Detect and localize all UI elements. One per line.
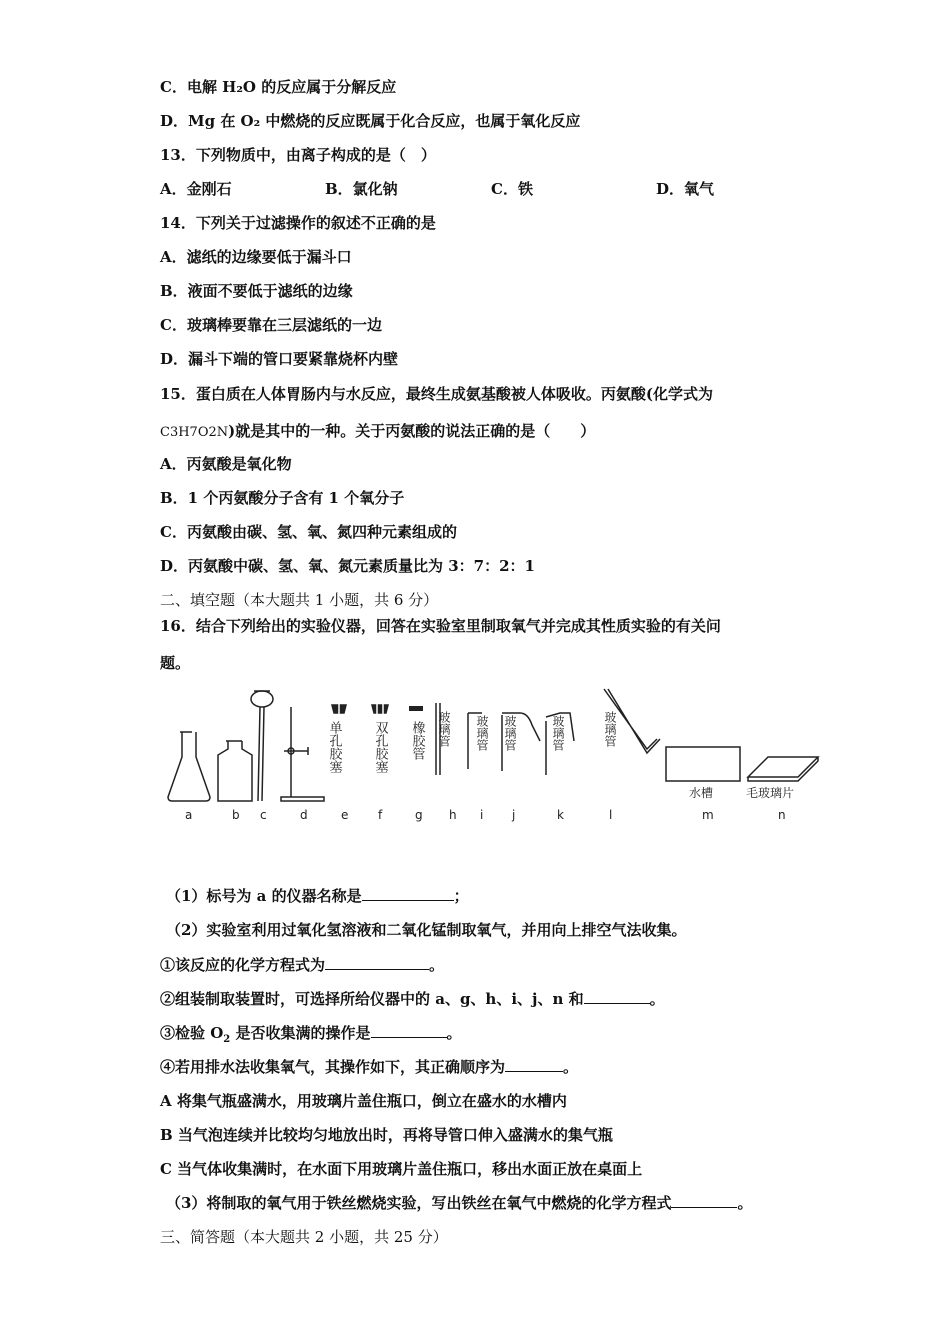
q14-option-c: C．玻璃棒要靠在三层滤纸的一边 [160, 316, 382, 334]
q16-sub3-blank[interactable] [671, 1193, 737, 1208]
q16-stem-line2: 题。 [160, 654, 191, 672]
q16-sub2-1-blank[interactable] [325, 955, 429, 970]
q16-step-c: C 当气体收集满时，在水面下用玻璃片盖住瓶口，移出水面正放在桌面上 [160, 1160, 643, 1178]
q16-sub2: （2）实验室利用过氧化氢溶液和二氧化锰制取氧气，并用向上排空气法收集。 [166, 921, 687, 939]
q15-option-a: A．丙氨酸是氧化物 [160, 455, 292, 473]
conical-flask-icon [168, 732, 210, 801]
q16-sub3-text: （3）将制取的氧气用于铁丝燃烧实验，写出铁丝在氧气中燃烧的化学方程式 [166, 1194, 672, 1212]
q13-option-a: A．金刚石 [160, 180, 232, 198]
q13-options [160, 179, 760, 199]
q16-sub2-2-blank[interactable] [584, 989, 650, 1004]
q16-sub2-4 [160, 1057, 578, 1077]
letter-c: c [260, 808, 267, 822]
q16-sub2-4-end: 。 [563, 1058, 579, 1076]
q12-option-d: D．Mg 在 O₂ 中燃烧的反应既属于化合反应，也属于氧化反应 [160, 112, 581, 130]
letter-e: e [341, 808, 349, 822]
q16-sub2-2-text: ②组装制取装置时，可选择所给仪器中的 a、g、h、i、j、n 和 [160, 990, 584, 1008]
q15-stem-line2 [160, 421, 595, 443]
q15-option-b: B．1 个丙氨酸分子含有 1 个氧分子 [160, 489, 405, 507]
letter-j: j [512, 808, 516, 822]
letter-l: l [609, 808, 613, 822]
label-n: 毛玻璃片 [746, 786, 795, 800]
q13-stem: 13．下列物质中，由离子构成的是（ ） [160, 146, 436, 164]
q16-sub2-3-end: 。 [446, 1024, 462, 1042]
q14-option-d: D．漏斗下端的管口要紧靠烧杯内壁 [160, 350, 399, 368]
label-e: 单孔胶塞 [326, 721, 342, 773]
q12-option-c: C．电解 H₂O 的反应属于分解反应 [160, 78, 397, 96]
q14-option-a: A．滤纸的边缘要低于漏斗口 [160, 248, 352, 266]
q16-sub2-3-post: 是否收集满的操作是 [230, 1024, 371, 1042]
q16-step-a: A 将集气瓶盛满水，用玻璃片盖住瓶口，倒立在盛水的水槽内 [160, 1092, 567, 1110]
q16-step-b: B 当气泡连续并比较均匀地放出时，再将导管口伸入盛满水的集气瓶 [160, 1126, 613, 1144]
q16-sub2-4-text: ④若用排水法收集氧气，其操作如下，其正确顺序为 [160, 1058, 506, 1076]
letter-a: a [185, 808, 193, 822]
iron-stand-icon [281, 707, 324, 801]
q16-sub3-end: 。 [737, 1194, 753, 1212]
letter-f: f [378, 808, 383, 822]
letter-i: i [480, 808, 484, 822]
q16-stem-line1: 16．结合下列给出的实验仪器，回答在实验室里制取氧气并完成其性质实验的有关问 [160, 617, 721, 635]
label-l: 玻璃管 [603, 711, 617, 747]
label-m: 水槽 [689, 786, 714, 800]
q13-option-b: B．氯化钠 [325, 180, 398, 198]
q16-sub2-1 [160, 955, 444, 975]
q13-option-c: C．铁 [491, 180, 533, 198]
label-h: 玻璃管 [437, 711, 451, 747]
water-trough-icon [666, 747, 740, 781]
letter-b: b [232, 808, 240, 822]
letter-d: d [300, 808, 308, 822]
label-k: 玻璃管 [551, 715, 565, 751]
q16-sub2-4-blank[interactable] [505, 1057, 563, 1072]
q16-sub1 [166, 886, 469, 906]
section3-title: 三、简答题（本大题共 2 小题，共 25 分） [160, 1228, 448, 1246]
rubber-tube-icon [409, 706, 423, 711]
q16-sub2-1-end: 。 [429, 956, 445, 974]
double-hole-stopper-icon [372, 702, 388, 716]
q15-option-d: D．丙氨酸中碳、氢、氧、氮元素质量比为 3：7：2：1 [160, 557, 535, 575]
q16-sub2-3 [160, 1023, 462, 1043]
q16-sub2-2 [160, 989, 665, 1009]
single-hole-stopper-icon [332, 702, 346, 716]
label-i: 玻璃管 [475, 715, 489, 751]
letter-m: m [702, 808, 714, 822]
q16-sub2-1-text: ①该反应的化学方程式为 [160, 956, 326, 974]
q16-sub3 [166, 1193, 752, 1213]
q15-option-c: C．丙氨酸由碳、氢、氧、氮四种元素组成的 [160, 523, 457, 541]
letter-g: g [415, 808, 423, 822]
letter-k: k [557, 808, 564, 822]
funnel-icon [251, 691, 273, 801]
letter-n: n [778, 808, 786, 822]
q14-option-b: B．液面不要低于滤纸的边缘 [160, 282, 353, 300]
q16-sub2-3-pre: ③检验 O [160, 1024, 224, 1042]
apparatus-figure [160, 685, 820, 825]
glass-plate-icon [748, 757, 818, 781]
label-g: 橡胶管 [409, 721, 425, 760]
q16-sub2-3-blank[interactable] [371, 1023, 447, 1038]
section2-title: 二、填空题（本大题共 1 小题，共 6 分） [160, 591, 439, 609]
q15-stem-line1: 15．蛋白质在人体胃肠内与水反应，最终生成氨基酸被人体吸收。丙氨酸(化学式为 [160, 385, 713, 403]
q15-formula: C3H7O2N [160, 425, 229, 440]
label-j: 玻璃管 [503, 715, 517, 751]
q14-stem: 14．下列关于过滤操作的叙述不正确的是 [160, 214, 436, 232]
q15-stem-rest: )就是其中的一种。关于丙氨酸的说法正确的是（ ） [228, 422, 596, 440]
q16-sub1-end: ； [453, 887, 469, 905]
q16-sub1-text: （1）标号为 a 的仪器名称是 [166, 887, 362, 905]
q13-option-d: D．氧气 [656, 180, 715, 198]
gas-bottle-icon [218, 741, 252, 801]
label-f: 双孔胶塞 [372, 721, 388, 773]
q16-sub2-3-sub: 2 [223, 1034, 231, 1045]
q16-sub1-blank[interactable] [362, 886, 454, 901]
q16-sub2-2-end: 。 [649, 990, 665, 1008]
letter-h: h [449, 808, 457, 822]
